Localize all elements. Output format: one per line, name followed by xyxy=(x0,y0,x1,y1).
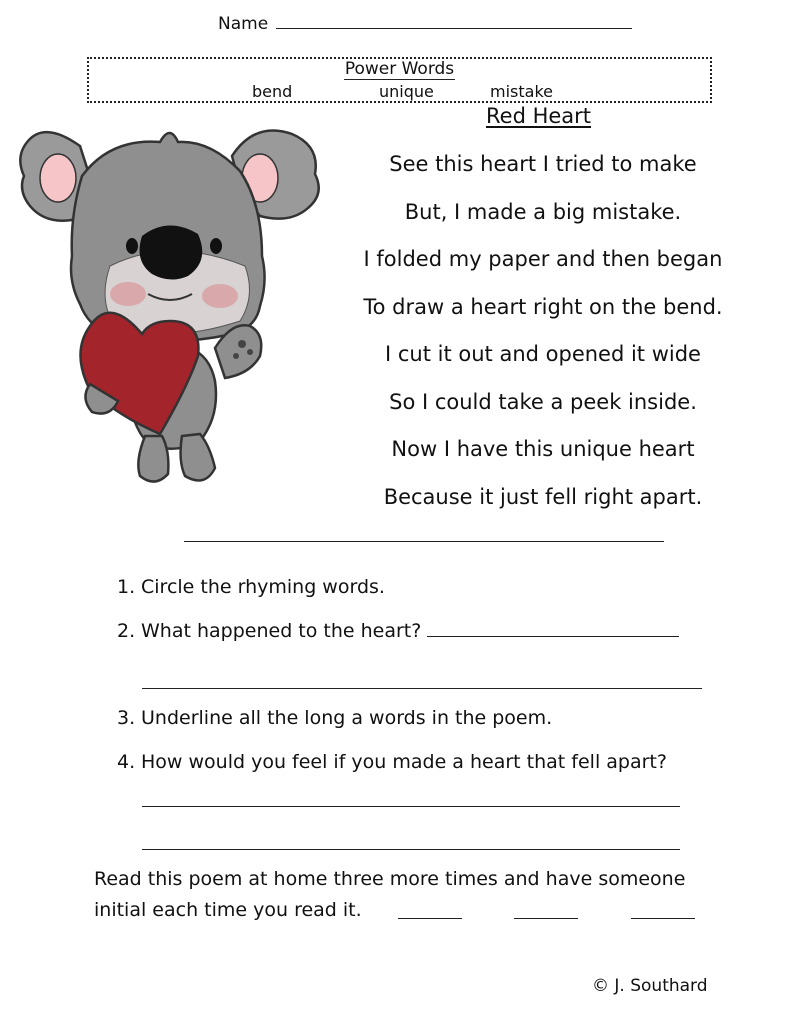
question-3 xyxy=(117,707,552,729)
name-blank-line[interactable] xyxy=(276,14,632,29)
answer-line[interactable] xyxy=(427,635,679,637)
power-word-mistake: mistake xyxy=(490,82,553,101)
poem-line: But, I made a big mistake. xyxy=(404,199,682,224)
initial-blank-1[interactable] xyxy=(398,918,462,919)
power-word-unique: unique xyxy=(379,82,434,101)
copyright-text: © J. Southard xyxy=(592,976,708,996)
question-number: 3. xyxy=(117,707,136,729)
question-text: Circle the rhyming words. xyxy=(141,576,385,598)
question-4 xyxy=(117,751,667,773)
question-1 xyxy=(117,576,385,598)
power-word-bend: bend xyxy=(252,82,293,101)
name-label: Name xyxy=(218,14,269,34)
poem-line: To draw a heart right on the bend. xyxy=(363,294,723,319)
question-number: 2. xyxy=(117,620,136,642)
name-field xyxy=(218,14,632,34)
instructions-line-2: initial each time you read it. xyxy=(94,899,362,921)
poem-line: So I could take a peek inside. xyxy=(389,389,697,414)
answer-line[interactable] xyxy=(142,806,680,807)
question-number: 1. xyxy=(117,576,136,598)
poem-line: See this heart I tried to make xyxy=(389,152,697,176)
question-text: Underline all the long a words in the poem. xyxy=(141,707,553,729)
poem-line: I cut it out and opened it wide xyxy=(385,342,701,366)
poem-line: I folded my paper and then began xyxy=(363,247,723,271)
initial-blank-3[interactable] xyxy=(631,918,695,919)
poem-line: Now I have this unique heart xyxy=(391,437,695,461)
koala-nose-icon xyxy=(140,225,203,279)
question-text: How would you feel if you made a heart that fell apart? xyxy=(141,751,667,773)
power-words-box xyxy=(87,57,712,103)
koala-illustration xyxy=(10,116,330,496)
poem-line: Because it just fell right apart. xyxy=(383,484,703,509)
question-2 xyxy=(117,620,679,642)
poem-title: Red Heart xyxy=(486,104,592,128)
answer-line[interactable] xyxy=(142,849,680,850)
instructions-line-1: Read this poem at home three more times and have someone xyxy=(94,868,686,890)
question-number: 4. xyxy=(117,751,136,773)
poem-body xyxy=(345,145,741,525)
answer-line[interactable] xyxy=(142,688,702,689)
section-divider xyxy=(184,541,664,542)
question-text: What happened to the heart? xyxy=(141,620,422,642)
power-words-title: Power Words xyxy=(344,59,455,79)
initial-blank-2[interactable] xyxy=(514,918,578,919)
